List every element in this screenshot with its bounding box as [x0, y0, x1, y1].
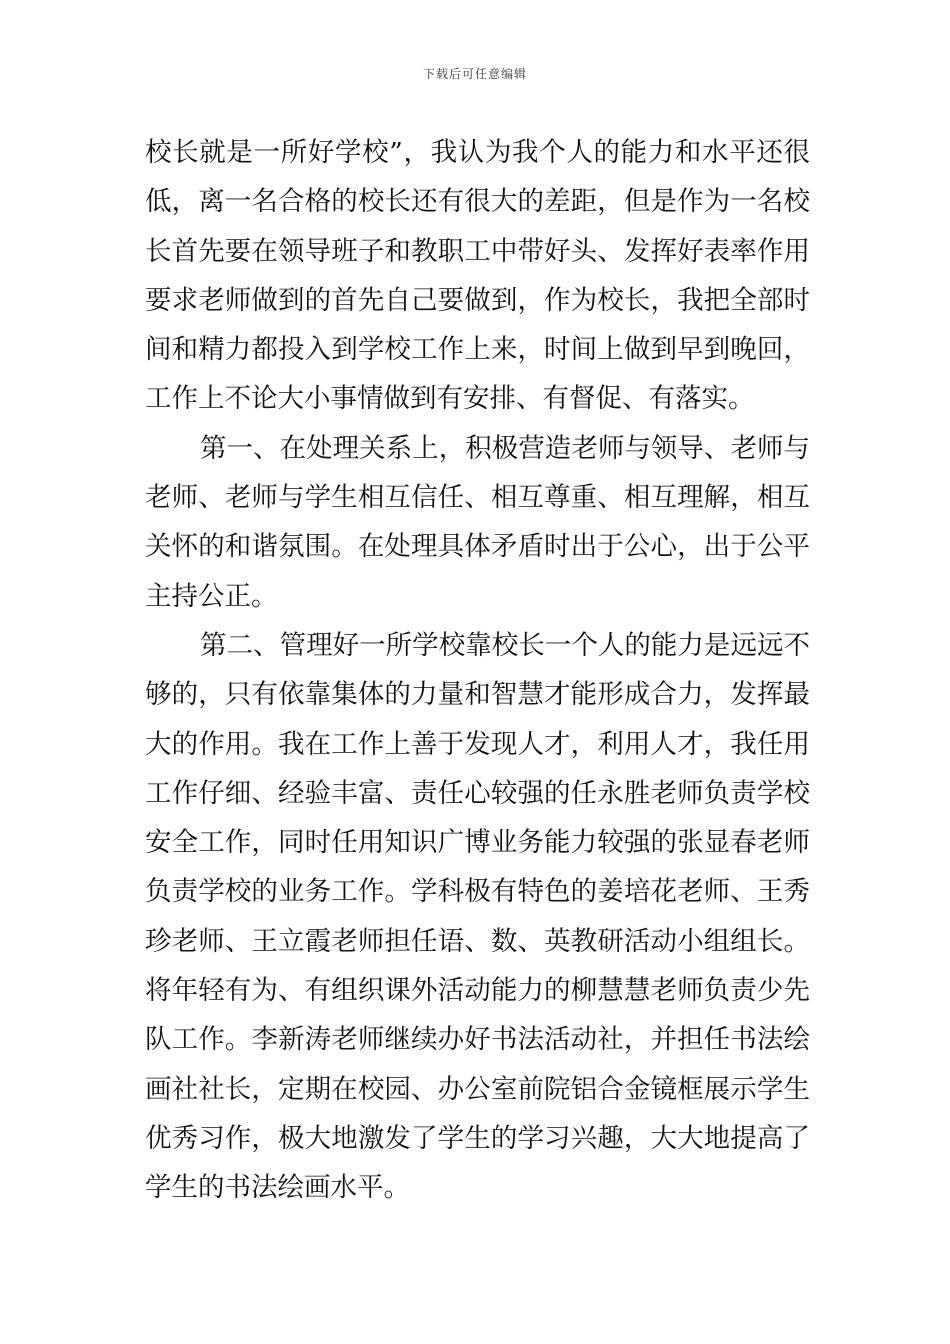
- text-line: 工作上不论大小事情做到有安排、有督促、有落实。: [145, 383, 755, 415]
- text-line: 低，离一名合格的校长还有很大的差距，但是作为一名校: [145, 186, 810, 218]
- text-line: 间和精力都投入到学校工作上来，时间上做到早到晚回，: [145, 334, 810, 366]
- text-line: 大的作用。我在工作上善于发现人才，利用人才，我任用: [145, 728, 810, 760]
- text-line: 珍老师、王立霞老师担任语、数、英教研活动小组组长。: [145, 925, 810, 957]
- text-line: 够的，只有依靠集体的力量和智慧才能形成合力，发挥最: [145, 679, 810, 711]
- text-line: 校长就是一所好学校”，我认为我个人的能力和水平还很: [145, 137, 810, 168]
- page-header: 下载后可任意编辑: [422, 67, 527, 81]
- text-line: 优秀习作，极大地激发了学生的学习兴趣，大大地提高了: [145, 1122, 810, 1154]
- text-line: 要求老师做到的首先自己要做到，作为校长，我把全部时: [145, 284, 810, 316]
- document-body: [145, 128, 810, 1213]
- text-line: 关怀的和谐氛围。在处理具体矛盾时出于公心，出于公平: [145, 531, 810, 563]
- text-line: 队工作。李新涛老师继续办好书法活动社，并担任书法绘: [145, 1024, 810, 1056]
- text-line: 主持公正。: [145, 580, 278, 612]
- text-line: 工作仔细、经验丰富、责任心较强的任永胜老师负责学校: [145, 777, 810, 809]
- text-line: 长首先要在领导班子和教职工中带好头、发挥好表率作用: [145, 235, 810, 267]
- text-line: 学生的书法绘画水平。: [145, 1172, 410, 1204]
- paragraph-start-line: 第二、管理好一所学校靠校长一个人的能力是远远不: [200, 629, 810, 661]
- paragraph-start-line: 第一、在处理关系上，积极营造老师与领导、老师与: [200, 432, 810, 464]
- text-line: 画社社长，定期在校园、办公室前院铝合金镜框展示学生: [145, 1073, 810, 1105]
- text-line: 负责学校的业务工作。学科极有特色的姜培花老师、王秀: [145, 876, 810, 908]
- text-line: 安全工作，同时任用知识广博业务能力较强的张显春老师: [145, 827, 810, 859]
- text-line: 老师、老师与学生相互信任、相互尊重、相互理解，相互: [145, 482, 810, 514]
- text-line: 将年轻有为、有组织课外活动能力的柳慧慧老师负责少先: [145, 975, 810, 1007]
